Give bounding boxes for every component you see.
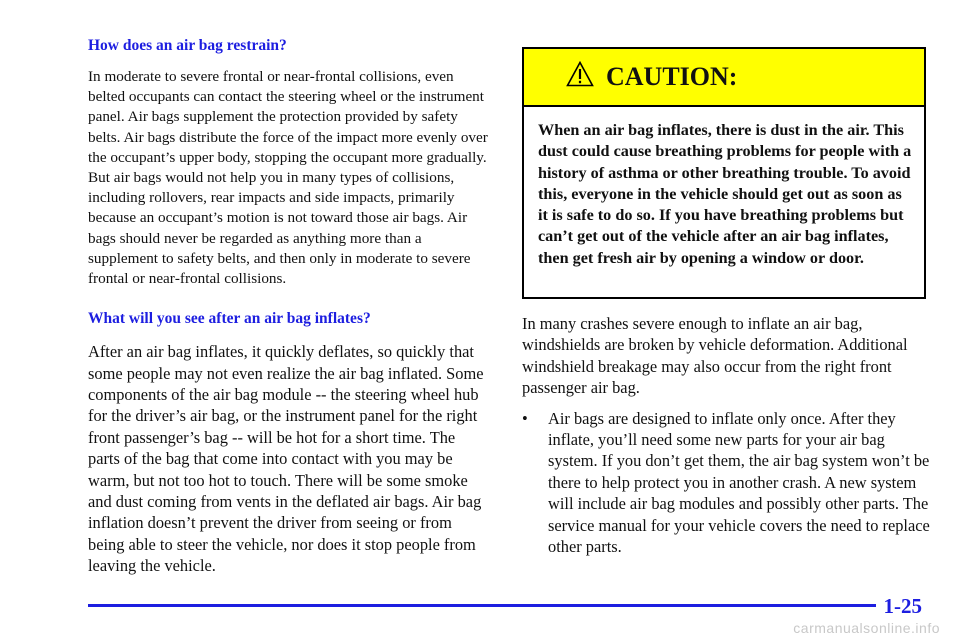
paragraph-after-inflate: After an air bag inflates, it quickly deflates, so quickly that some people may not even realize the air bag inflated. Some components of the air bag module -- the steering wheel hub for the driver’s air bag, or the instrument panel for the right front passenger’s bag -- will be hot for a short time. The parts of the bag that come into contact with you may be warm, but not too hot to touch. There will be some smoke and dust coming from vents in the deflated air bags. Air bag inflation doesn’t prevent the driver from seeing or from being able to steer the vehicle, nor does it stop people from leaving the vehicle.: [88, 342, 484, 576]
watermark-text: carmanualsonline.info: [793, 620, 940, 636]
caution-text: When an air bag inflates, there is dust in the air. This dust could cause breathing problems for people with a history of asthma or other breathing trouble. To avoid this, everyone in the vehicle should get out as soon as it is safe to do so. If you have breathing problems but can’t get out of the vehicle after an air bag inflates, then get fresh air by opening a window or door.: [538, 121, 912, 267]
left-column: [88, 36, 488, 577]
warning-triangle-icon: [566, 61, 594, 87]
footer-rule: [88, 604, 876, 607]
caution-title: CAUTION:: [606, 62, 738, 91]
list-item: [522, 408, 932, 558]
paragraph-windshield: In many crashes severe enough to inflate an air bag, windshields are broken by vehicle deformation. Additional windshield breakage may also occur from the right front passenger air bag.: [522, 314, 908, 398]
bullet-icon: •: [522, 408, 528, 428]
page-number: 1-25: [883, 594, 922, 618]
caution-box: [522, 47, 926, 299]
section-heading-after-inflate: What will you see after an air bag inflates?: [88, 310, 371, 328]
right-column: [522, 47, 932, 557]
paragraph-restrain: In moderate to severe frontal or near‑frontal collisions, even belted occupants can contact the steering wheel or the instrument panel. Air bags supplement the protection provided by safety belts. Air bags distribute the force of the impact more evenly over the occupant’s upper body, stopping the occupant more gradually. But air bags would not help you in many types of collisions, including rollovers, rear impacts and side impacts, primarily because an occupant’s motion is not toward those air bags. Air bags should never be regarded as anything more than a supplement to safety belts, and then only in moderate to severe frontal or near‑frontal collisions.: [88, 68, 488, 288]
caution-header: [524, 49, 924, 107]
bullet-text: Air bags are designed to inflate only once. After they inflate, you’ll need some new parts for your air bag system. If you don’t get them, the air bag system won’t be there to help protect you in another crash. A new system will include air bag modules and possibly other parts. The service manual for your vehicle covers the need to replace other parts.: [548, 408, 930, 557]
section-heading-restrain: How does an air bag restrain?: [88, 37, 287, 54]
